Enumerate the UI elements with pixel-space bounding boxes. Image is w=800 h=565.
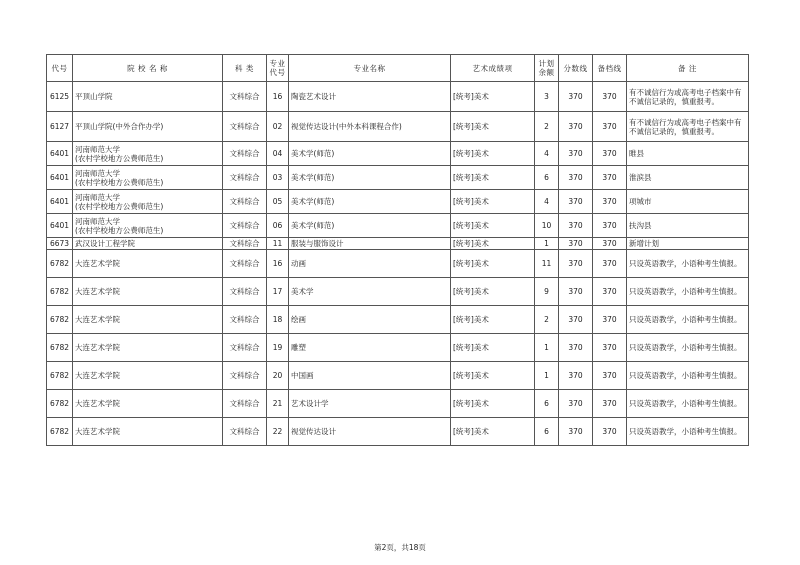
header-art-item: 艺术成绩项 (451, 55, 535, 82)
cell-school (73, 190, 223, 214)
cell-plan: 1 (535, 362, 559, 390)
cell-subject: 文科综合 (223, 306, 267, 334)
cell-code: 6782 (47, 362, 73, 390)
cell-plan: 6 (535, 418, 559, 446)
cell-backup: 370 (593, 278, 627, 306)
cell-art-item: [统考]美术 (451, 142, 535, 166)
header-plan: 计划 余额 (535, 55, 559, 82)
cell-plan: 2 (535, 112, 559, 142)
cell-school (73, 166, 223, 190)
table-row (47, 334, 749, 362)
cell-plan: 1 (535, 238, 559, 250)
cell-code: 6401 (47, 214, 73, 238)
school-name: 大连艺术学院 (75, 315, 120, 324)
cell-code: 6127 (47, 112, 73, 142)
cell-school (73, 334, 223, 362)
table-row (47, 390, 749, 418)
cell-backup: 370 (593, 142, 627, 166)
cell-art-item: [统考]美术 (451, 112, 535, 142)
cell-score: 370 (559, 190, 593, 214)
cell-backup: 370 (593, 418, 627, 446)
cell-code: 6125 (47, 82, 73, 112)
cell-major-name: 雕塑 (289, 334, 451, 362)
cell-code: 6782 (47, 390, 73, 418)
cell-code: 6782 (47, 250, 73, 278)
cell-subject: 文科综合 (223, 142, 267, 166)
cell-backup: 370 (593, 250, 627, 278)
cell-major-code: 16 (267, 82, 289, 112)
cell-plan: 10 (535, 214, 559, 238)
cell-school (73, 238, 223, 250)
cell-note: 只设英语教学，小语种考生慎报。 (627, 390, 749, 418)
admission-table (46, 54, 749, 446)
cell-backup: 370 (593, 334, 627, 362)
cell-major-name: 艺术设计学 (289, 390, 451, 418)
cell-school (73, 306, 223, 334)
cell-major-code: 05 (267, 190, 289, 214)
cell-backup: 370 (593, 238, 627, 250)
cell-school (73, 418, 223, 446)
cell-art-item: [统考]美术 (451, 190, 535, 214)
school-name: 河南师范大学 (75, 144, 120, 154)
table-row (47, 250, 749, 278)
table-row (47, 142, 749, 166)
cell-note: 只设英语教学，小语种考生慎报。 (627, 278, 749, 306)
cell-plan: 3 (535, 82, 559, 112)
cell-note: 只设英语教学，小语种考生慎报。 (627, 334, 749, 362)
cell-major-code: 21 (267, 390, 289, 418)
table-row (47, 278, 749, 306)
cell-major-name: 服装与服饰设计 (289, 238, 451, 250)
cell-art-item: [统考]美术 (451, 390, 535, 418)
cell-school (73, 390, 223, 418)
school-name: 大连艺术学院 (75, 259, 120, 268)
cell-code: 6401 (47, 190, 73, 214)
table-row (47, 214, 749, 238)
header-major-name: 专业名称 (289, 55, 451, 82)
table-row (47, 166, 749, 190)
school-subtitle: (农村学校地方公费师范生) (75, 201, 164, 211)
cell-school (73, 142, 223, 166)
cell-major-name: 美术学(师范) (289, 166, 451, 190)
cell-code: 6673 (47, 238, 73, 250)
cell-note: 只设英语教学，小语种考生慎报。 (627, 250, 749, 278)
cell-score: 370 (559, 334, 593, 362)
cell-major-code: 04 (267, 142, 289, 166)
table-row (47, 362, 749, 390)
header-code: 代号 (47, 55, 73, 82)
cell-plan: 6 (535, 166, 559, 190)
cell-art-item: [统考]美术 (451, 278, 535, 306)
header-score: 分数线 (559, 55, 593, 82)
table-row (47, 112, 749, 142)
school-name: 大连艺术学院 (75, 343, 120, 352)
cell-note: 扶沟县 (627, 214, 749, 238)
cell-score: 370 (559, 238, 593, 250)
cell-code: 6401 (47, 142, 73, 166)
cell-major-code: 11 (267, 238, 289, 250)
admission-table-sheet (46, 54, 748, 446)
cell-note: 有不诚信行为或高考电子档案中有不诚信记录的，慎重报考。 (627, 82, 749, 112)
header-school: 院 校 名 称 (73, 55, 223, 82)
cell-note: 只设英语教学，小语种考生慎报。 (627, 362, 749, 390)
cell-major-name: 美术学 (289, 278, 451, 306)
cell-subject: 文科综合 (223, 190, 267, 214)
cell-plan: 1 (535, 334, 559, 362)
school-name: 河南师范大学 (75, 216, 120, 226)
cell-score: 370 (559, 250, 593, 278)
cell-code: 6782 (47, 418, 73, 446)
cell-subject: 文科综合 (223, 390, 267, 418)
cell-note: 只设英语教学，小语种考生慎报。 (627, 306, 749, 334)
cell-plan: 4 (535, 142, 559, 166)
cell-subject: 文科综合 (223, 418, 267, 446)
cell-major-name: 视觉传达设计(中外本科课程合作) (289, 112, 451, 142)
cell-code: 6782 (47, 306, 73, 334)
cell-school (73, 214, 223, 238)
cell-school (73, 82, 223, 112)
cell-art-item: [统考]美术 (451, 250, 535, 278)
table-row (47, 418, 749, 446)
cell-major-name: 视觉传达设计 (289, 418, 451, 446)
cell-major-name: 动画 (289, 250, 451, 278)
cell-backup: 370 (593, 306, 627, 334)
table-header-row (47, 55, 749, 82)
cell-major-name: 绘画 (289, 306, 451, 334)
school-name: 大连艺术学院 (75, 287, 120, 296)
school-name: 大连艺术学院 (75, 427, 120, 436)
cell-note: 有不诚信行为或高考电子档案中有不诚信记录的，慎重报考。 (627, 112, 749, 142)
school-subtitle: (农村学校地方公费师范生) (75, 153, 164, 163)
cell-major-code: 18 (267, 306, 289, 334)
cell-major-code: 20 (267, 362, 289, 390)
cell-school (73, 278, 223, 306)
table-row (47, 190, 749, 214)
cell-school (73, 112, 223, 142)
cell-plan: 2 (535, 306, 559, 334)
cell-school (73, 362, 223, 390)
cell-score: 370 (559, 112, 593, 142)
header-subject: 科 类 (223, 55, 267, 82)
cell-subject: 文科综合 (223, 238, 267, 250)
cell-score: 370 (559, 278, 593, 306)
cell-backup: 370 (593, 390, 627, 418)
cell-backup: 370 (593, 82, 627, 112)
cell-backup: 370 (593, 190, 627, 214)
cell-score: 370 (559, 362, 593, 390)
cell-backup: 370 (593, 214, 627, 238)
cell-major-name: 陶瓷艺术设计 (289, 82, 451, 112)
cell-major-code: 02 (267, 112, 289, 142)
cell-score: 370 (559, 142, 593, 166)
school-name: 大连艺术学院 (75, 371, 120, 380)
cell-art-item: [统考]美术 (451, 238, 535, 250)
school-subtitle: (农村学校地方公费师范生) (75, 225, 164, 235)
cell-subject: 文科综合 (223, 166, 267, 190)
cell-code: 6782 (47, 334, 73, 362)
cell-score: 370 (559, 166, 593, 190)
table-row (47, 238, 749, 250)
header-note: 备 注 (627, 55, 749, 82)
cell-subject: 文科综合 (223, 214, 267, 238)
cell-art-item: [统考]美术 (451, 306, 535, 334)
cell-major-code: 17 (267, 278, 289, 306)
school-name: 河南师范大学 (75, 192, 120, 202)
cell-major-name: 美术学(师范) (289, 214, 451, 238)
cell-subject: 文科综合 (223, 250, 267, 278)
cell-major-name: 美术学(师范) (289, 142, 451, 166)
cell-subject: 文科综合 (223, 82, 267, 112)
cell-plan: 9 (535, 278, 559, 306)
cell-major-name: 美术学(师范) (289, 190, 451, 214)
school-name: 河南师范大学 (75, 168, 120, 178)
header-major-code: 专业 代号 (267, 55, 289, 82)
table-body (47, 82, 749, 446)
cell-subject: 文科综合 (223, 112, 267, 142)
school-name: 平顶山学院(中外合作办学) (75, 122, 164, 131)
cell-score: 370 (559, 418, 593, 446)
cell-art-item: [统考]美术 (451, 166, 535, 190)
table-row (47, 306, 749, 334)
cell-art-item: [统考]美术 (451, 362, 535, 390)
header-backup: 备档线 (593, 55, 627, 82)
cell-major-code: 22 (267, 418, 289, 446)
cell-backup: 370 (593, 362, 627, 390)
cell-plan: 4 (535, 190, 559, 214)
cell-score: 370 (559, 214, 593, 238)
school-name: 武汉设计工程学院 (75, 239, 135, 248)
cell-note: 新增计划 (627, 238, 749, 250)
cell-note: 只设英语教学，小语种考生慎报。 (627, 418, 749, 446)
cell-code: 6782 (47, 278, 73, 306)
cell-note: 项城市 (627, 190, 749, 214)
table-row (47, 82, 749, 112)
cell-score: 370 (559, 390, 593, 418)
cell-backup: 370 (593, 166, 627, 190)
cell-subject: 文科综合 (223, 334, 267, 362)
cell-note: 淮滨县 (627, 166, 749, 190)
cell-major-name: 中国画 (289, 362, 451, 390)
cell-major-code: 03 (267, 166, 289, 190)
cell-plan: 11 (535, 250, 559, 278)
school-name: 大连艺术学院 (75, 399, 120, 408)
cell-art-item: [统考]美术 (451, 214, 535, 238)
cell-art-item: [统考]美术 (451, 82, 535, 112)
cell-major-code: 16 (267, 250, 289, 278)
cell-score: 370 (559, 82, 593, 112)
school-subtitle: (农村学校地方公费师范生) (75, 177, 164, 187)
cell-plan: 6 (535, 390, 559, 418)
cell-subject: 文科综合 (223, 278, 267, 306)
cell-note: 睢县 (627, 142, 749, 166)
school-name: 平顶山学院 (75, 92, 113, 101)
cell-code: 6401 (47, 166, 73, 190)
cell-score: 370 (559, 306, 593, 334)
cell-backup: 370 (593, 112, 627, 142)
page-footer: 第2页，共18页 (374, 543, 426, 552)
cell-art-item: [统考]美术 (451, 418, 535, 446)
cell-major-code: 19 (267, 334, 289, 362)
cell-major-code: 06 (267, 214, 289, 238)
cell-school (73, 250, 223, 278)
cell-art-item: [统考]美术 (451, 334, 535, 362)
cell-subject: 文科综合 (223, 362, 267, 390)
